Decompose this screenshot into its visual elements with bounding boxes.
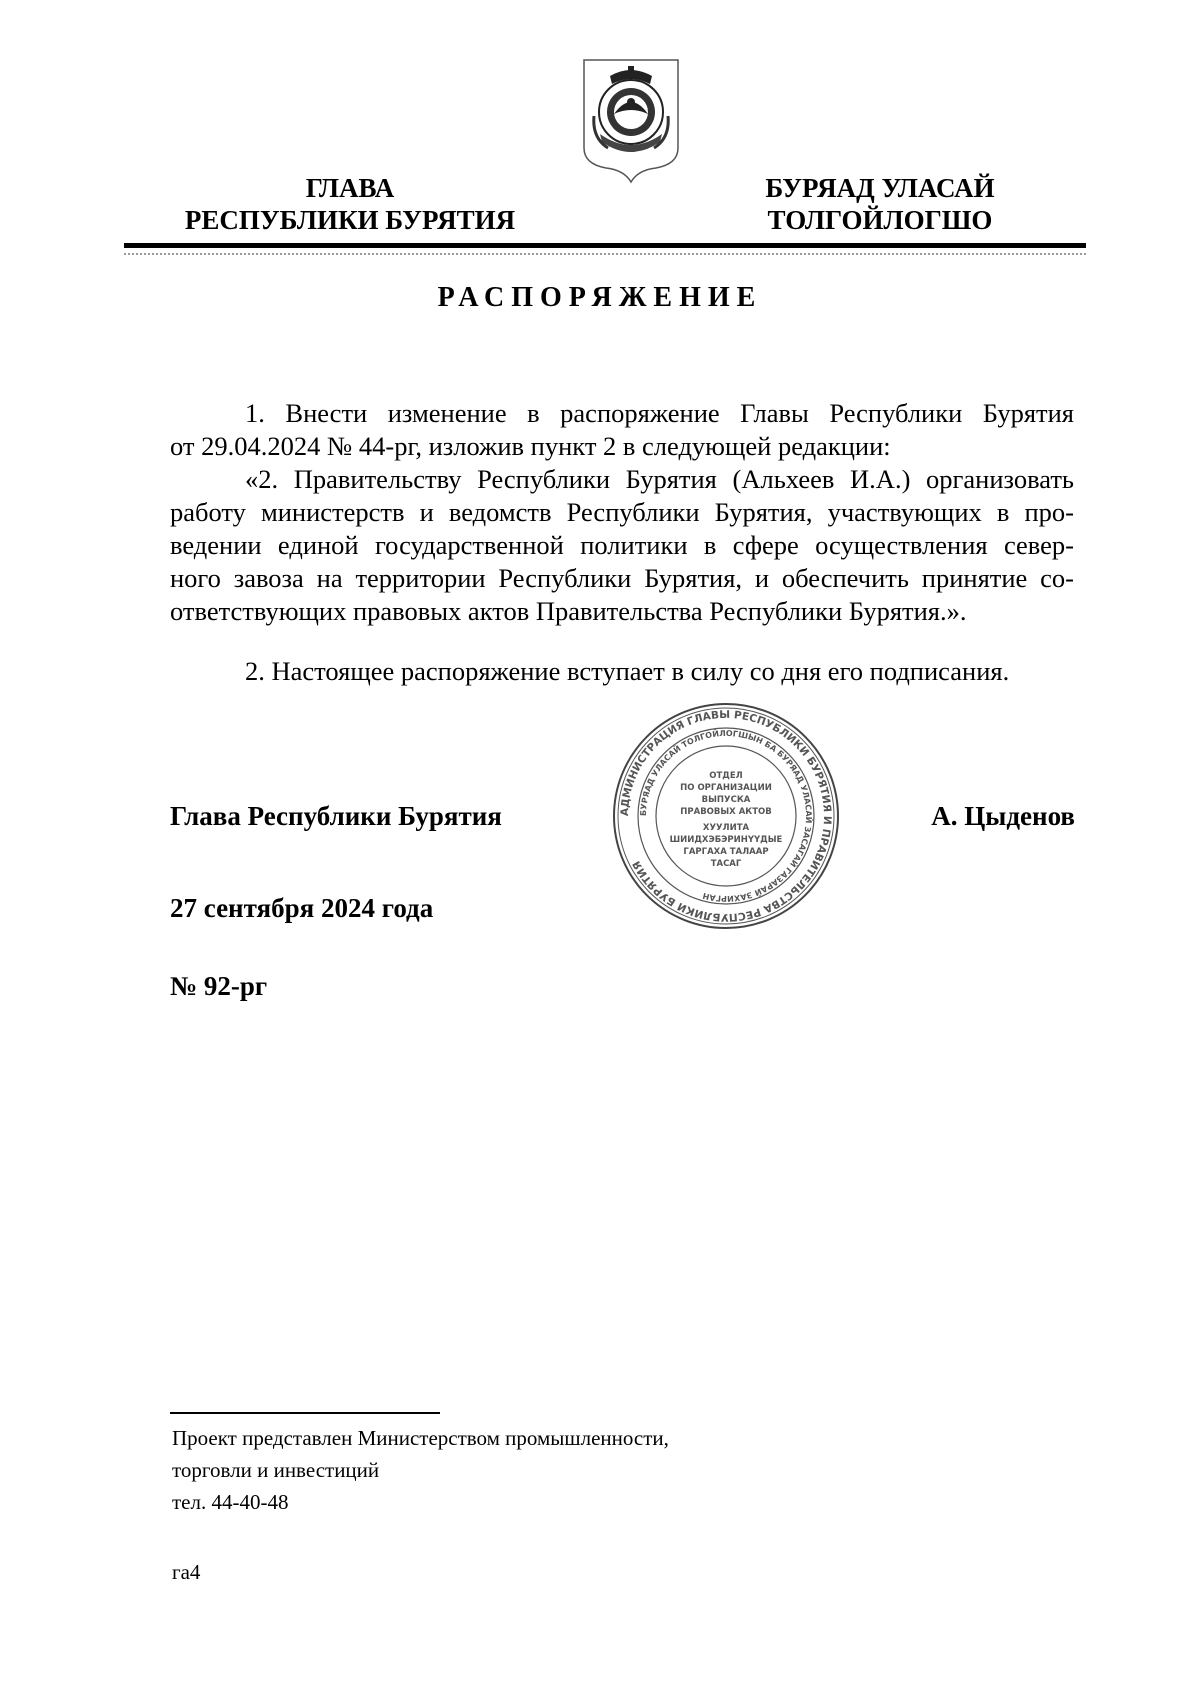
item1-line1: 1. Внести изменение в распоряжение Главы Республики Бурятия [245, 398, 1074, 428]
header-right-line2: ТОЛГОЙЛОГШО [767, 205, 993, 235]
seal-center-line: ГАРГАХА ТАЛААР [683, 847, 769, 857]
seal-outer-text: АДМИНИСТРАЦИЯ ГЛАВЫ РЕСПУБЛИКИ БУРЯТИЯ И ПРАВИТЕЛЬСТВА РЕСПУБЛИКИ БУРЯТИЯ [618, 708, 834, 924]
seal-inner-text: БУРЯАД УЛАСАЙ ТОЛГОЙЛОГШЫН БА БУРЯАД УЛАСАЙ ЗАСАГАЙ ГАЗАРАЙ ЗАХИРГАН [638, 728, 814, 904]
quote-line: ного завоза на территории Республики Бурятия, и обеспечить принятие со- [170, 563, 1074, 593]
quote-line: ответствующих правовых актов Правительства Республики Бурятия.». [170, 596, 967, 626]
footnote-divider [170, 1412, 440, 1414]
document-number: № 92-рг [170, 971, 268, 1001]
header-right [720, 172, 1040, 236]
seal-center-line: ТАСАГ [710, 859, 742, 869]
quote-line: ведении единой государственной политики в сфере осуществления север- [170, 530, 1074, 560]
header-left-line1: ГЛАВА [305, 173, 395, 203]
seal-center-line: ХУУЛИТА [702, 823, 750, 833]
header-left-line2: РЕСПУБЛИКИ БУРЯТИЯ [184, 205, 516, 235]
seal-center-line: ПО ОРГАНИЗАЦИИ [680, 783, 772, 793]
seal-center-line: ВЫПУСКА [701, 795, 751, 805]
footnote-line1: Проект представлен Министерством промышленности, [172, 1426, 669, 1450]
document-title: РАСПОРЯЖЕНИЕ [437, 282, 763, 313]
header-divider [124, 243, 1086, 248]
document-date: 27 сентября 2024 года [170, 893, 434, 923]
document-code: га4 [172, 1560, 201, 1584]
quote-line: работу министерств и ведомств Республики Бурятия, участвующих в про- [170, 497, 1074, 527]
coat-of-arms-icon [580, 56, 682, 184]
signatory-name: А. Цыденов [931, 801, 1075, 831]
seal-center-line: ШИИДХЭБЭРИНҮҮДЫЕ [669, 835, 783, 845]
quote-line: «2. Правительству Республики Бурятия (Альхеев И.А.) организовать [245, 464, 1074, 494]
seal-center-line: ОТДЕЛ [709, 771, 743, 781]
header-right-line1: БУРЯАД УЛАСАЙ [765, 173, 995, 203]
header-divider-dotted [124, 253, 1086, 255]
footnote-phone: тел. 44-40-48 [172, 1490, 289, 1514]
seal-center-line: ПРАВОВЫХ АКТОВ [680, 807, 772, 817]
quoted-paragraph [170, 463, 1074, 628]
header-left [160, 172, 540, 236]
footnote-line2: торговли и инвестиций [172, 1458, 380, 1482]
item1-line2: от 29.04.2024 № 44-рг, изложив пункт 2 в следующей редакции: [170, 431, 891, 461]
item2-paragraph: 2. Настоящее распоряжение вступает в силу со дня его подписания. [245, 656, 1010, 686]
signatory-position: Глава Республики Бурятия [170, 801, 502, 831]
